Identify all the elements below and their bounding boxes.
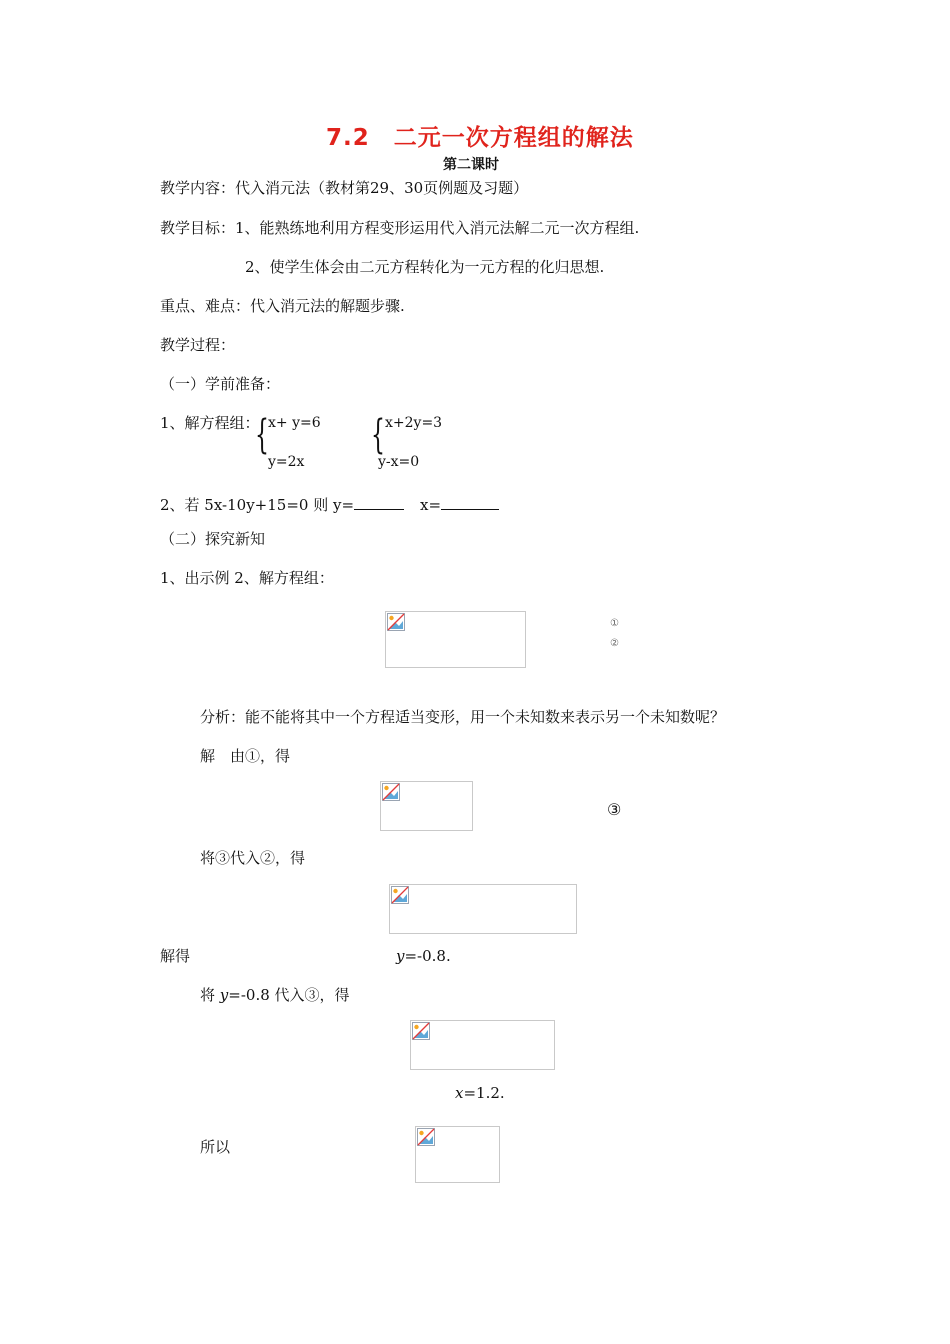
- example-2-intro: 1、出示例 2、解方程组：: [160, 569, 334, 587]
- answer-blank-x[interactable]: [441, 495, 499, 510]
- question-2-x-label: x=: [420, 496, 442, 514]
- equation-image-placeholder: [380, 781, 473, 831]
- equation-image-placeholder: [410, 1020, 555, 1070]
- answer-blank-y[interactable]: [354, 495, 404, 510]
- solution-step-3: [200, 988, 350, 1003]
- y-value: =-0.8.: [404, 947, 451, 965]
- page-subtitle: 第二课时: [443, 157, 499, 173]
- question-2: [160, 495, 499, 513]
- y-result: [396, 949, 451, 964]
- key-points: 重点、难点：代入消元法的解题步骤.: [160, 297, 405, 315]
- equation-marker-2: ②: [610, 638, 619, 649]
- section-heading-2: （二）探究新知: [160, 530, 266, 548]
- question-1-label: 1、解方程组：: [160, 414, 260, 432]
- y-variable: y: [396, 947, 405, 965]
- x-variable: x: [455, 1084, 464, 1102]
- equation-image-placeholder: [415, 1126, 500, 1183]
- teaching-goal-2: 2、使学生体会由二元方程转化为一元方程的化归思想.: [245, 258, 605, 276]
- broken-image-icon: [382, 783, 400, 801]
- broken-image-icon: [387, 613, 405, 631]
- sub-y-suffix: =-0.8 代入③，得: [228, 986, 350, 1004]
- solution-step-1: 解 由①，得: [200, 747, 291, 765]
- x-value: =1.2.: [463, 1084, 505, 1102]
- teaching-content: 教学内容：代入消元法（教材第29、30页例题及习题）: [160, 179, 529, 197]
- section-heading-1: （一）学前准备：: [160, 375, 281, 393]
- equation-image-placeholder: [389, 884, 577, 934]
- sub-y-prefix: 将: [200, 986, 220, 1004]
- sub-y-variable: y: [219, 986, 229, 1004]
- analysis-text: 分析：能不能将其中一个方程适当变形，用一个未知数来表示另一个未知数呢？: [200, 708, 726, 726]
- equation-marker-3: ③: [607, 800, 622, 819]
- page-title: 7.2 二元一次方程组的解法: [326, 125, 634, 151]
- teaching-goal-1: 教学目标：1、能熟练地利用方程变形运用代入消元法解二元一次方程组.: [160, 219, 640, 237]
- solution-step-2: 将③代入②，得: [200, 849, 306, 867]
- brace-icon: {: [255, 412, 269, 458]
- broken-image-icon: [412, 1022, 430, 1040]
- system-1-eq-2: y=2x: [268, 454, 305, 470]
- teaching-process: 教学过程：: [160, 336, 236, 354]
- brace-icon: {: [371, 412, 385, 458]
- solution-result-label: 解得: [160, 947, 191, 965]
- broken-image-icon: [391, 886, 409, 904]
- equation-image-placeholder: [385, 611, 526, 668]
- equation-marker-1: ①: [610, 618, 619, 629]
- conclusion-label: 所以: [200, 1138, 231, 1156]
- question-2-text: 2、若 5x-10y+15=0 则 y=: [160, 496, 355, 514]
- system-2-eq-2: y-x=0: [378, 454, 420, 470]
- system-1-eq-1: x+ y=6: [268, 415, 321, 431]
- system-2-eq-1: x+2y=3: [385, 415, 443, 431]
- broken-image-icon: [417, 1128, 435, 1146]
- x-result: [455, 1086, 505, 1101]
